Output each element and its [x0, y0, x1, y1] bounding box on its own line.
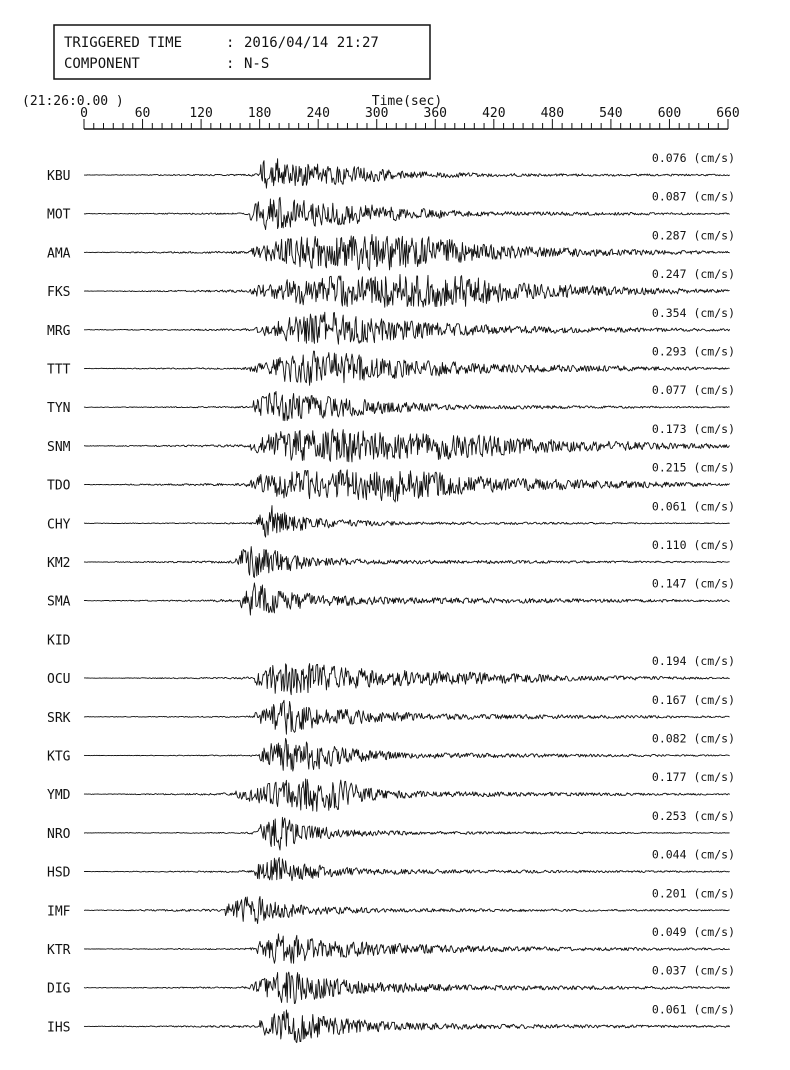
station-label: IHS	[47, 1020, 71, 1036]
axis-tick-label: 360	[423, 106, 448, 121]
station-peak-amplitude: 0.061 (cm/s)	[651, 1002, 735, 1017]
station-row-snm	[47, 422, 735, 462]
station-label: SMA	[47, 594, 71, 610]
station-row-fks	[47, 267, 735, 307]
station-peak-amplitude: 0.044 (cm/s)	[651, 847, 735, 862]
station-peak-amplitude: 0.194 (cm/s)	[651, 654, 735, 669]
station-waveform	[84, 506, 730, 537]
station-waveform	[84, 779, 730, 811]
station-row-sma	[47, 577, 735, 615]
station-waveform	[84, 1010, 730, 1043]
station-peak-amplitude: 0.110 (cm/s)	[651, 538, 735, 552]
station-waveform	[84, 738, 730, 771]
header-line1-value: 2016/04/14 21:27	[244, 35, 379, 51]
station-peak-amplitude: 0.354 (cm/s)	[651, 305, 735, 320]
axis-title: Time(sec)	[371, 94, 443, 109]
station-row-mot	[47, 190, 735, 230]
station-row-chy	[47, 499, 735, 537]
station-peak-amplitude: 0.201 (cm/s)	[651, 886, 735, 901]
station-label: SRK	[47, 710, 71, 726]
station-row-ktr	[47, 925, 735, 963]
station-label: KTR	[47, 943, 71, 958]
station-label: TYN	[47, 401, 71, 417]
station-row-ymd	[47, 770, 735, 811]
station-waveform	[84, 583, 730, 615]
header-line2-value: N-S	[244, 56, 270, 72]
axis-tick-label: 540	[599, 106, 623, 121]
station-label: OCU	[47, 672, 71, 688]
station-peak-amplitude: 0.049 (cm/s)	[651, 925, 735, 939]
station-peak-amplitude: 0.253 (cm/s)	[651, 808, 735, 823]
station-label: KTG	[47, 749, 71, 765]
time-axis	[80, 106, 740, 129]
station-waveform	[84, 858, 730, 881]
station-label: SNM	[47, 439, 71, 455]
station-row-kbu	[47, 151, 735, 188]
station-label: FKS	[47, 285, 71, 301]
station-waveform	[84, 547, 730, 578]
station-label: NRO	[47, 826, 71, 842]
axis-tick-label: 300	[364, 106, 389, 121]
station-peak-amplitude: 0.177 (cm/s)	[651, 770, 735, 785]
station-label: DIG	[47, 981, 71, 997]
station-label: KM2	[47, 556, 71, 571]
station-label: MOT	[47, 207, 71, 223]
station-peak-amplitude: 0.077 (cm/s)	[651, 383, 735, 398]
station-row-imf	[47, 886, 735, 923]
station-waveform	[84, 235, 730, 271]
station-waveform	[84, 897, 730, 924]
axis-tick-label: 240	[306, 106, 330, 121]
station-label: HSD	[47, 865, 71, 881]
axis-tick-label: 120	[189, 106, 213, 121]
header-line1-separator: :	[226, 35, 235, 51]
station-waveform	[84, 391, 730, 420]
station-label: MRG	[47, 323, 71, 339]
axis-tick-label: 480	[540, 106, 565, 121]
station-row-ama	[47, 228, 735, 270]
header-line2-separator: :	[226, 56, 235, 72]
station-peak-amplitude: 0.293 (cm/s)	[651, 344, 735, 359]
axis-start-time-label: (21:26:0.00 )	[22, 94, 124, 109]
station-row-ocu	[47, 654, 735, 695]
axis-tick-label: 420	[482, 106, 506, 121]
station-waveform	[84, 817, 730, 850]
station-row-kid	[47, 633, 71, 648]
station-peak-amplitude: 0.215 (cm/s)	[651, 460, 735, 475]
station-label: YMD	[47, 788, 71, 804]
station-row-tdo	[47, 461, 735, 502]
station-peak-amplitude: 0.037 (cm/s)	[651, 963, 735, 978]
station-waveform	[84, 972, 730, 1003]
station-waveform	[84, 700, 730, 734]
station-peak-amplitude: 0.076 (cm/s)	[651, 151, 735, 165]
station-row-mrg	[47, 306, 735, 344]
station-peak-amplitude: 0.087 (cm/s)	[651, 189, 735, 204]
station-peak-amplitude: 0.287 (cm/s)	[651, 228, 735, 243]
axis-tick-label: 660	[716, 106, 740, 121]
station-waveform	[84, 197, 730, 229]
station-label: TTT	[47, 362, 71, 378]
station-peak-amplitude: 0.167 (cm/s)	[651, 692, 735, 707]
axis-tick-label: 60	[134, 106, 151, 121]
station-peak-amplitude: 0.147 (cm/s)	[651, 576, 735, 591]
station-label: TDO	[47, 478, 71, 494]
station-waveform	[84, 664, 730, 695]
station-row-ihs	[47, 1002, 735, 1042]
station-label: KBU	[47, 169, 71, 184]
station-waveform	[84, 159, 730, 189]
station-peak-amplitude: 0.061 (cm/s)	[651, 499, 735, 514]
station-label: AMA	[47, 246, 71, 262]
header-line2-key: COMPONENT	[64, 56, 140, 72]
station-row-nro	[47, 809, 735, 850]
station-label: KID	[47, 633, 71, 649]
station-waveform	[84, 275, 730, 308]
axis-tick-label: 0	[80, 106, 88, 121]
station-waveform	[84, 312, 730, 344]
station-label: IMF	[47, 904, 71, 920]
station-peak-amplitude: 0.247 (cm/s)	[651, 267, 735, 282]
station-row-srk	[47, 693, 735, 734]
station-label: CHY	[47, 517, 71, 533]
station-waveform	[84, 351, 730, 385]
axis-tick-label: 600	[657, 106, 682, 121]
axis-tick-label: 180	[247, 106, 272, 121]
header-box	[54, 25, 430, 79]
station-peak-amplitude: 0.082 (cm/s)	[651, 731, 735, 746]
station-waveform	[84, 470, 730, 502]
station-waveform	[84, 429, 730, 462]
station-row-ttt	[47, 345, 735, 386]
station-row-ktg	[47, 732, 735, 772]
station-row-km2	[47, 538, 735, 578]
station-row-hsd	[47, 848, 735, 881]
station-row-dig	[47, 964, 735, 1004]
header-line1-key: TRIGGERED TIME	[64, 35, 183, 51]
station-waveform	[84, 934, 730, 964]
station-peak-amplitude: 0.173 (cm/s)	[651, 421, 735, 436]
station-row-tyn	[47, 383, 735, 421]
station-traces	[47, 151, 735, 1043]
